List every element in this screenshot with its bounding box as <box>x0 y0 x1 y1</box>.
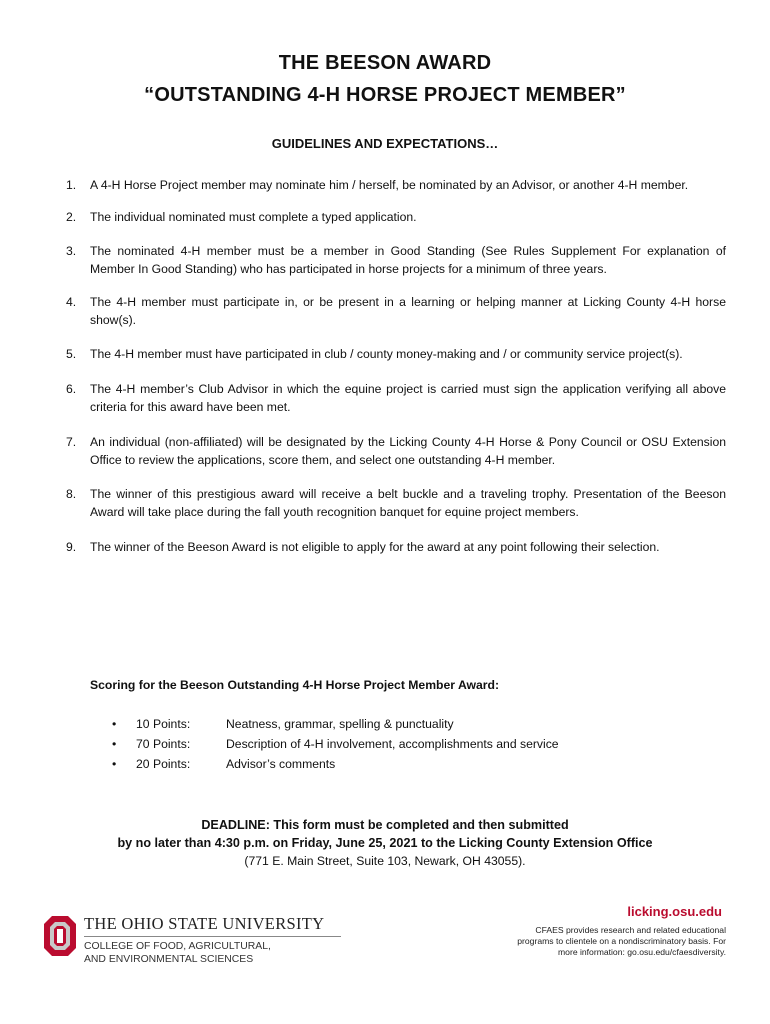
guideline-item <box>66 242 726 278</box>
guideline-item <box>66 208 726 226</box>
item-number: 9. <box>66 540 77 554</box>
bullet-icon: • <box>112 737 117 751</box>
item-text: The winner of the Beeson Award is not eligible to apply for the award at any point following their selection. <box>90 540 660 554</box>
guideline-item <box>66 538 726 556</box>
score-description: Advisor’s comments <box>226 757 336 771</box>
item-number: 6. <box>66 382 77 396</box>
statement-line-3: more information: go.osu.edu/cfaesdiversity. <box>558 947 726 957</box>
guidelines-list <box>66 176 726 556</box>
college-line-1: COLLEGE OF FOOD, AGRICULTURAL, <box>84 941 271 952</box>
deadline-line-1: DEADLINE: This form must be completed and then submitted <box>201 818 569 832</box>
item-text: The nominated 4-H member must be a member in Good Standing (See Rules Supplement For explanation of Member In Good Standing) who has participated in horse projects for a minimum of three years. <box>90 244 726 276</box>
college-line-2: AND ENVIRONMENTAL SCIENCES <box>84 954 254 965</box>
guideline-item <box>66 433 726 469</box>
item-text: The 4-H member must participate in, or be present in a learning or helping manner at Licking County 4-H horse show(s). <box>90 295 726 327</box>
statement-line-2: programs to clientele on a nondiscriminatory basis. For <box>517 936 726 946</box>
block-o-logo-icon <box>44 916 76 956</box>
item-text: The 4-H member’s Club Advisor in which the equine project is carried must sign the application verifying all above criteria for this award have been met. <box>90 382 726 414</box>
score-description: Description of 4-H involvement, accomplishments and service <box>226 737 559 751</box>
deadline-line-2: by no later than 4:30 p.m. on Friday, June 25, 2021 to the Licking County Extension Office <box>117 836 653 850</box>
award-subtitle: “OUTSTANDING 4-H HORSE PROJECT MEMBER” <box>144 84 626 106</box>
item-text: An individual (non-affiliated) will be designated by the Licking County 4-H Horse & Pony Council or OSU Extension Office to review the applications, score them, and select one outstanding 4-H member. <box>90 435 726 467</box>
guideline-item <box>66 380 726 416</box>
item-text: The winner of this prestigious award will receive a belt buckle and a traveling trophy. Presentation of the Beeson Award will take place during the fall youth recognition banquet for equine project members. <box>90 487 726 519</box>
item-text: The 4-H member must have participated in club / county money-making and / or community service project(s). <box>90 347 683 361</box>
bullet-icon: • <box>112 717 117 731</box>
item-text: The individual nominated must complete a typed application. <box>90 210 417 224</box>
university-name: THE OHIO STATE UNIVERSITY <box>84 914 325 933</box>
score-points: 20 Points: <box>136 757 191 771</box>
statement-line-1: CFAES provides research and related educational <box>535 925 726 935</box>
guideline-item <box>66 345 726 363</box>
logo-divider <box>84 936 341 937</box>
website-link[interactable]: licking.osu.edu <box>627 904 722 919</box>
osu-logo <box>44 912 344 972</box>
office-address: (771 E. Main Street, Suite 103, Newark, OH 43055). <box>244 854 526 868</box>
guideline-item <box>66 176 726 194</box>
award-title: THE BEESON AWARD <box>278 52 492 74</box>
bullet-icon: • <box>112 757 117 771</box>
item-number: 2. <box>66 210 77 224</box>
nondiscrimination-statement <box>496 925 726 958</box>
scoring-heading: Scoring for the Beeson Outstanding 4-H Horse Project Member Award: <box>90 678 500 692</box>
guideline-item <box>66 485 726 521</box>
section-heading: GUIDELINES AND EXPECTATIONS… <box>271 136 499 151</box>
score-points: 10 Points: <box>136 717 191 731</box>
guideline-item <box>66 293 726 329</box>
score-description: Neatness, grammar, spelling & punctuality <box>226 717 454 731</box>
item-text: A 4-H Horse Project member may nominate him / herself, be nominated by an Advisor, or another 4-H member. <box>90 178 689 192</box>
item-number: 3. <box>66 244 77 258</box>
item-number: 8. <box>66 487 77 501</box>
item-number: 4. <box>66 295 77 309</box>
score-points: 70 Points: <box>136 737 191 751</box>
college-name <box>84 940 271 966</box>
item-number: 7. <box>66 435 77 449</box>
item-number: 1. <box>66 178 77 192</box>
item-number: 5. <box>66 347 77 361</box>
